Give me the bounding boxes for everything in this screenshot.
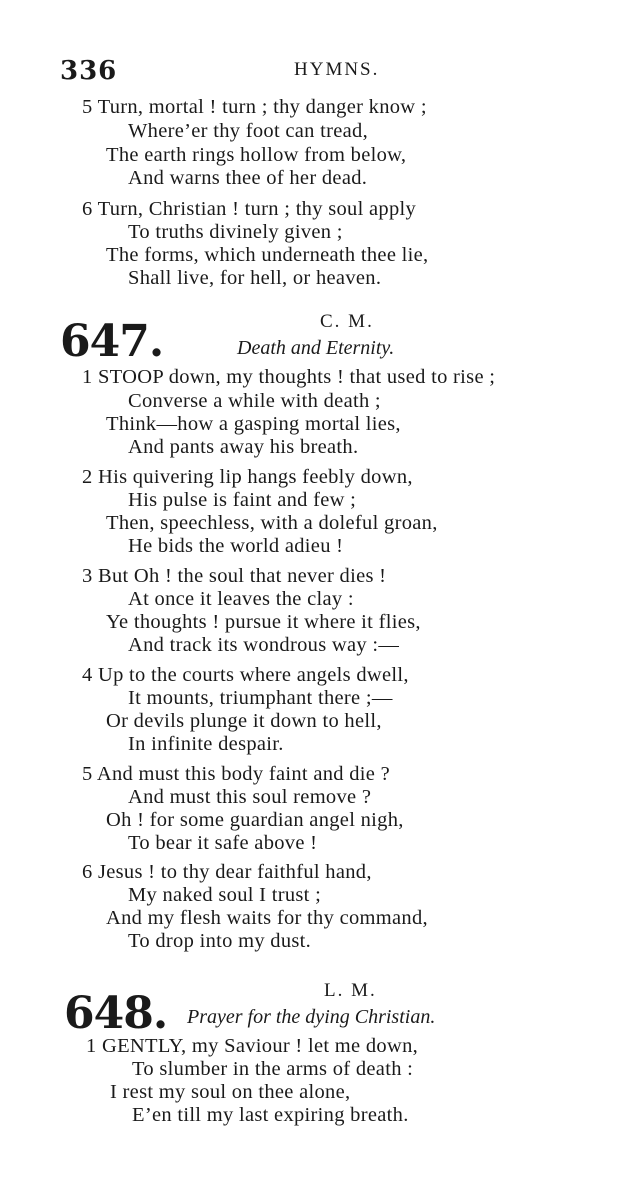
verse-line: And track its wondrous way :—	[128, 634, 400, 656]
verse-line: 4 Up to the courts where angels dwell,	[82, 664, 409, 686]
verse-line: Converse a while with death ;	[128, 390, 381, 412]
verse-line: And pants away his breath.	[128, 436, 359, 458]
verse-line: Oh ! for some guardian angel nigh,	[106, 809, 404, 831]
hymn-meter: L. M.	[324, 980, 377, 1001]
verse-line: In infinite despair.	[128, 733, 284, 755]
verse-line: 6 Turn, Christian ! turn ; thy soul apply	[82, 198, 417, 220]
verse-line: Or devils plunge it down to hell,	[106, 710, 382, 732]
verse-line: 5 Turn, mortal ! turn ; thy danger know ;	[82, 96, 427, 118]
verse-line: To truths divinely given ;	[128, 221, 343, 243]
verse-line: 3 But Oh ! the soul that never dies !	[82, 565, 387, 587]
verse-line: To bear it safe above !	[128, 832, 318, 854]
verse-line: Think—how a gasping mortal lies,	[106, 413, 401, 435]
verse-line: To drop into my dust.	[128, 930, 312, 952]
verse-line: The earth rings hollow from below,	[106, 144, 407, 166]
verse-line: 1 GENTLY, my Saviour ! let me down,	[86, 1035, 419, 1057]
verse-line: He bids the world adieu !	[128, 535, 344, 557]
verse-line: 6 Jesus ! to thy dear faithful hand,	[82, 861, 372, 883]
page-number: 336	[60, 56, 118, 86]
verse-line: I rest my soul on thee alone,	[110, 1081, 351, 1103]
verse-line: Where’er thy foot can tread,	[128, 120, 369, 142]
verse-line: And my flesh waits for thy command,	[106, 907, 428, 929]
verse-line: To slumber in the arms of death :	[132, 1058, 414, 1080]
verse-line: 5 And must this body faint and die ?	[82, 763, 391, 785]
hymn-meter: C. M.	[320, 311, 374, 332]
verse-line: Shall live, for hell, or heaven.	[128, 267, 382, 289]
verse-line: Ye thoughts ! pursue it where it flies,	[106, 611, 421, 633]
hymn-title: Prayer for the dying Christian.	[187, 1006, 436, 1028]
running-head: HYMNS.	[294, 59, 380, 80]
verse-line: The forms, which underneath thee lie,	[106, 244, 429, 266]
hymn-number: 648.	[64, 988, 168, 1039]
verse-line: And must this soul remove ?	[128, 786, 372, 808]
verse-line: Then, speechless, with a doleful groan,	[106, 512, 438, 534]
verse-line: My naked soul I trust ;	[128, 884, 322, 906]
verse-line: 2 His quivering lip hangs feebly down,	[82, 466, 413, 488]
verse-line: 1 STOOP down, my thoughts ! that used to rise ;	[82, 366, 496, 388]
verse-line: And warns thee of her dead.	[128, 167, 368, 189]
hymn-title: Death and Eternity.	[237, 337, 395, 359]
verse-line: E’en till my last expiring breath.	[132, 1104, 409, 1126]
verse-line: His pulse is faint and few ;	[128, 489, 357, 511]
verse-line: At once it leaves the clay :	[128, 588, 354, 610]
hymn-number: 647.	[60, 316, 164, 367]
verse-line: It mounts, triumphant there ;—	[128, 687, 393, 709]
